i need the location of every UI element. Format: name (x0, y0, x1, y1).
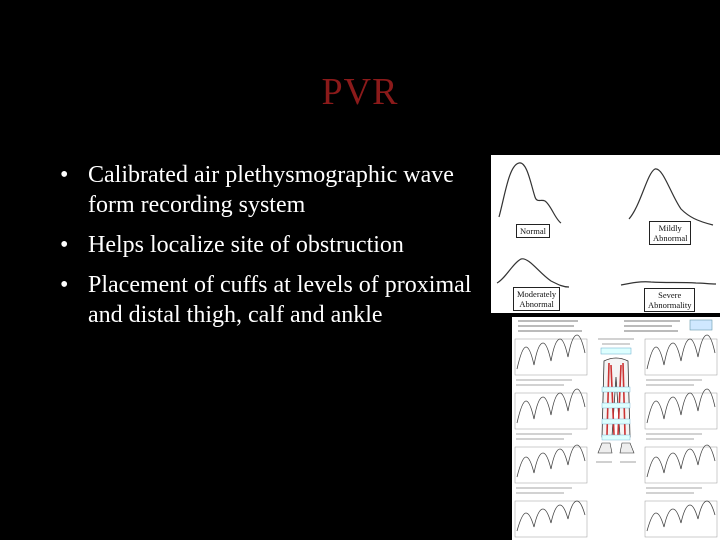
report-graphics (512, 317, 720, 540)
bullet-item: • Helps localize site of obstruction (56, 230, 486, 260)
bullet-item: • Calibrated air plethysmographic wave form recording system (56, 160, 486, 220)
slide-title: PVR (321, 71, 399, 113)
report-header-lines (518, 321, 680, 331)
report-logo (690, 320, 712, 330)
right-panels (645, 339, 717, 537)
leg-diagram (596, 339, 636, 462)
label-moderately-abnormal: Moderately Abnormal (513, 287, 560, 311)
severe-abnormality-waveform (621, 282, 716, 285)
left-waves (517, 335, 585, 531)
right-waves (647, 335, 715, 531)
segmental-pressure-report-figure (512, 317, 720, 540)
moderately-abnormal-waveform (497, 259, 569, 287)
label-normal: Normal (516, 224, 550, 238)
bullet-list (56, 160, 486, 340)
label-severe-abnormality: Severe Abnormality (644, 288, 695, 312)
normal-waveform (499, 163, 561, 223)
left-panels (515, 339, 587, 537)
mildly-abnormal-waveform (629, 169, 713, 225)
label-mildly-abnormal: Mildly Abnormal (649, 221, 691, 245)
bullet-item: • Placement of cuffs at levels of proximal and distal thigh, calf and ankle (56, 270, 486, 330)
waveform-classification-figure (491, 155, 720, 313)
